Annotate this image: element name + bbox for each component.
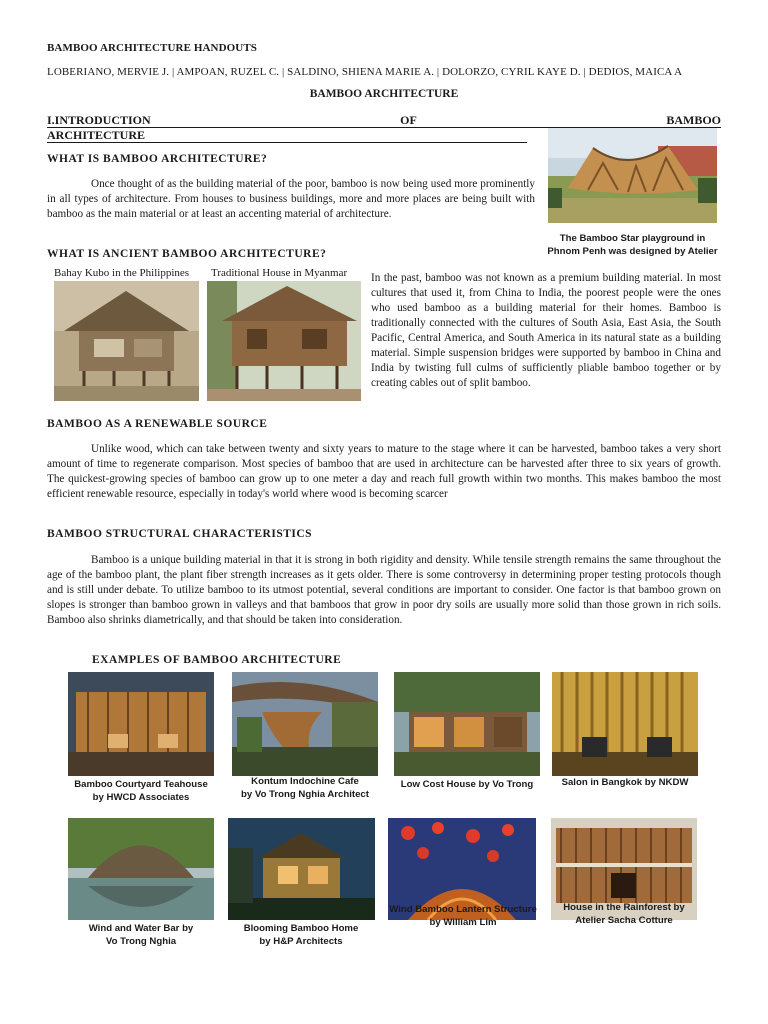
example-caption-line2: by HWCD Associates	[92, 792, 190, 803]
section-heading-ancient: WHAT IS ANCIENT BAMBOO ARCHITECTURE?	[47, 248, 327, 260]
section-heading-renewable: BAMBOO AS A RENEWABLE SOURCE	[47, 418, 268, 430]
kontum-cafe-photo	[232, 672, 378, 776]
example-caption-line1: Bamboo Courtyard Teahouse	[74, 779, 208, 790]
authors-line: LOBERIANO, MERVIE J. | AMPOAN, RUZEL C. | SALDINO, SHIENA MARIE A. | DOLORZO, CYRIL KAYE D. | DEDIOS, MAICA A	[47, 66, 683, 78]
bahay-kubo-caption: Bahay Kubo in the Philippines	[54, 267, 190, 279]
example-caption-line2: by Vo Trong Nghia Architect	[241, 789, 369, 800]
section-body-what-is: Once thought of as the building material of the poor, bamboo is now being used more prominently in all types of architecture. From houses to business buildings, more and more places are being built with bamboo as the main material or at least an accenting material of architecture.	[47, 178, 535, 220]
example-caption	[218, 922, 384, 948]
bahay-kubo-photo	[54, 281, 199, 401]
bamboo-star-caption-line1: The Bamboo Star playground in	[559, 233, 706, 244]
bamboo-star-playground-photo	[548, 128, 717, 223]
example-caption	[58, 778, 224, 804]
section-body-ancient: In the past, bamboo was not known as a premium building material. In most cultures that used it, from China to India, the poorest people were the ones who used bamboo as a building material for their homes. Bamboo is traditionally connected with the cultures of South Asia, East Asia, the South Pacific, Central America, and South America in its natural state as a building material. Simple suspension bridges were supported by bamboo in China and India by twisting full culms of sufficiently pliable bamboo together or by creating cables out of split bamboo.	[371, 272, 721, 389]
intro-heading-part3: BAMBOO	[666, 113, 721, 127]
document-title: BAMBOO ARCHITECTURE	[309, 88, 459, 100]
example-caption-line1: Wind and Water Bar by	[88, 923, 194, 934]
low-cost-house-photo	[394, 672, 540, 776]
examples-heading: EXAMPLES OF BAMBOO ARCHITECTURE	[92, 654, 342, 666]
example-caption-line1: Wind Bamboo Lantern Structure	[389, 904, 537, 915]
section-heading-what-is: WHAT IS BAMBOO ARCHITECTURE?	[47, 153, 268, 165]
intro-heading-part1: I.INTRODUCTION	[47, 113, 151, 127]
blooming-bamboo-home-photo	[228, 818, 375, 920]
example-caption	[384, 778, 550, 791]
example-caption-line2: by H&P Architects	[259, 936, 343, 947]
example-caption	[541, 901, 707, 927]
example-caption-line2: Vo Trong Nghia	[105, 936, 177, 947]
wind-water-bar-photo	[68, 818, 214, 920]
example-caption-line1: Salon in Bangkok by NKDW	[561, 777, 689, 788]
example-caption	[542, 776, 708, 789]
bamboo-star-caption	[540, 232, 725, 258]
myanmar-house-photo	[207, 281, 361, 401]
myanmar-house-caption: Traditional House in Myanmar	[211, 267, 348, 279]
example-caption-line1: Blooming Bamboo Home	[243, 923, 359, 934]
intro-heading-part2: OF	[400, 113, 417, 127]
example-caption-line2: by William Lim	[429, 917, 497, 928]
handout-title: BAMBOO ARCHITECTURE HANDOUTS	[47, 42, 257, 54]
section-body-renewable: Unlike wood, which can take between twenty and sixty years to mature to the stage where it can be harvested, bamboo takes a very short amount of time to regenerate comparison. Most species of bamboo that are used in architecture can be harvested after three to six years of growth. The quickest-growing species of bamboo can grow up to one meter a day and reach full growth within two months. This makes bamboo the most efficient renewable resource, especially in today's world where wood is becoming scarcer	[47, 443, 721, 500]
example-caption-line2: Atelier Sacha Cotture	[575, 915, 673, 926]
teahouse-photo	[68, 672, 214, 776]
intro-heading-part4: ARCHITECTURE	[47, 128, 146, 142]
example-caption	[222, 775, 388, 801]
example-caption-line1: House in the Rainforest by	[563, 902, 685, 913]
example-caption	[58, 922, 224, 948]
example-caption-line1: Low Cost House by Vo Trong	[400, 779, 534, 790]
bamboo-star-caption-line2: Phnom Penh was designed by Atelier	[547, 246, 718, 257]
example-caption	[380, 903, 546, 929]
example-caption-line1: Kontum Indochine Cafe	[251, 776, 359, 787]
section-heading-structural: BAMBOO STRUCTURAL CHARACTERISTICS	[47, 528, 313, 540]
section-body-structural: Bamboo is a unique building material in that it is strong in both rigidity and density. While tensile strength remains the same throughout the age of the bamboo plant, the plant fiber strength increases as it gets older. There is some controversy in determining proper testing protocols though and is still under debate. To utilize bamboo to its utmost potential, several conditions are important to consider. One factor is that bamboo grown on slopes is stronger than bamboo grown in valleys and that bamboos that grow in poor dry soils are usually more solid than those grown in rich soils. Bamboo also shrinks diametrically, and that should be taken into consideration.	[47, 554, 721, 626]
salon-bangkok-photo	[552, 672, 698, 776]
